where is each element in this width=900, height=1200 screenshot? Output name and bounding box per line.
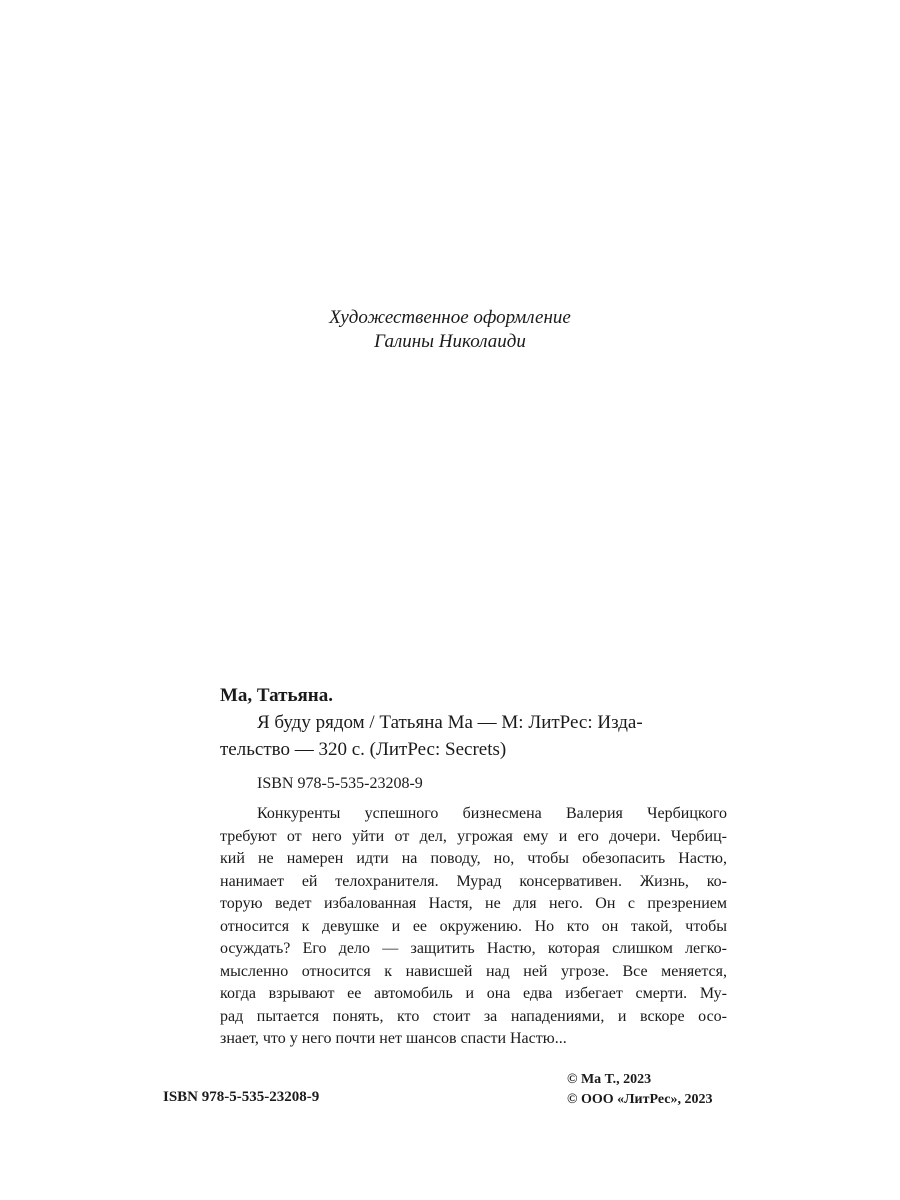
annotation-line: Конкуренты успешного бизнесмена Валерия Чербицкого [257, 805, 727, 822]
design-credit-line-2: Галины Николаиди [374, 331, 526, 352]
copyright-block [567, 1070, 712, 1110]
isbn-footer: ISBN 978-5-535-23208-9 [163, 1089, 320, 1105]
annotation-text [220, 803, 727, 1051]
title-line-1: Я буду рядом / Татьяна Ма — М: ЛитРес: Изда- [257, 712, 643, 733]
author-heading: Ма, Татьяна. [220, 685, 333, 706]
annotation-line: когда взрывают ее автомобиль и она едва избегает смерти. Му- [220, 985, 727, 1002]
annotation-line: относится к девушке и ее окружению. Но кто он такой, чтобы [220, 917, 727, 935]
annotation-line: осуждать? Его дело — защитить Настю, которая слишком легко- [220, 940, 727, 957]
isbn-record: ISBN 978-5-535-23208-9 [257, 775, 423, 792]
title-line-2: тельство — 320 с. (ЛитРес: Secrets) [220, 739, 507, 760]
annotation-line: нанимает ей телохранителя. Мурад консервативен. Жизнь, ко- [220, 872, 727, 890]
design-credit-line-1: Художественное оформление [329, 307, 571, 328]
annotation-line: рад пытается понять, кто стоит за нападениями, и вскоре осо- [220, 1007, 727, 1025]
bibliographic-record [220, 682, 727, 795]
copyright-author: © Ма Т., 2023 [567, 1072, 652, 1087]
annotation-line: знает, что у него почти нет шансов спасти Настю... [220, 1030, 567, 1047]
annotation-line: мысленно относится к нависшей над ней угрозе. Все меняется, [220, 962, 727, 980]
annotation-line: требуют от него уйти от дел, угрожая ему и его дочери. Чербиц- [220, 827, 727, 845]
annotation-line: торую ведет избалованная Настя, не для него. Он с презрением [220, 895, 727, 912]
design-credit [0, 306, 900, 354]
annotation-line: кий не намерен идти на поводу, но, чтобы обезопасить Настю, [220, 850, 727, 867]
copyright-publisher: © ООО «ЛитРес», 2023 [567, 1092, 713, 1107]
